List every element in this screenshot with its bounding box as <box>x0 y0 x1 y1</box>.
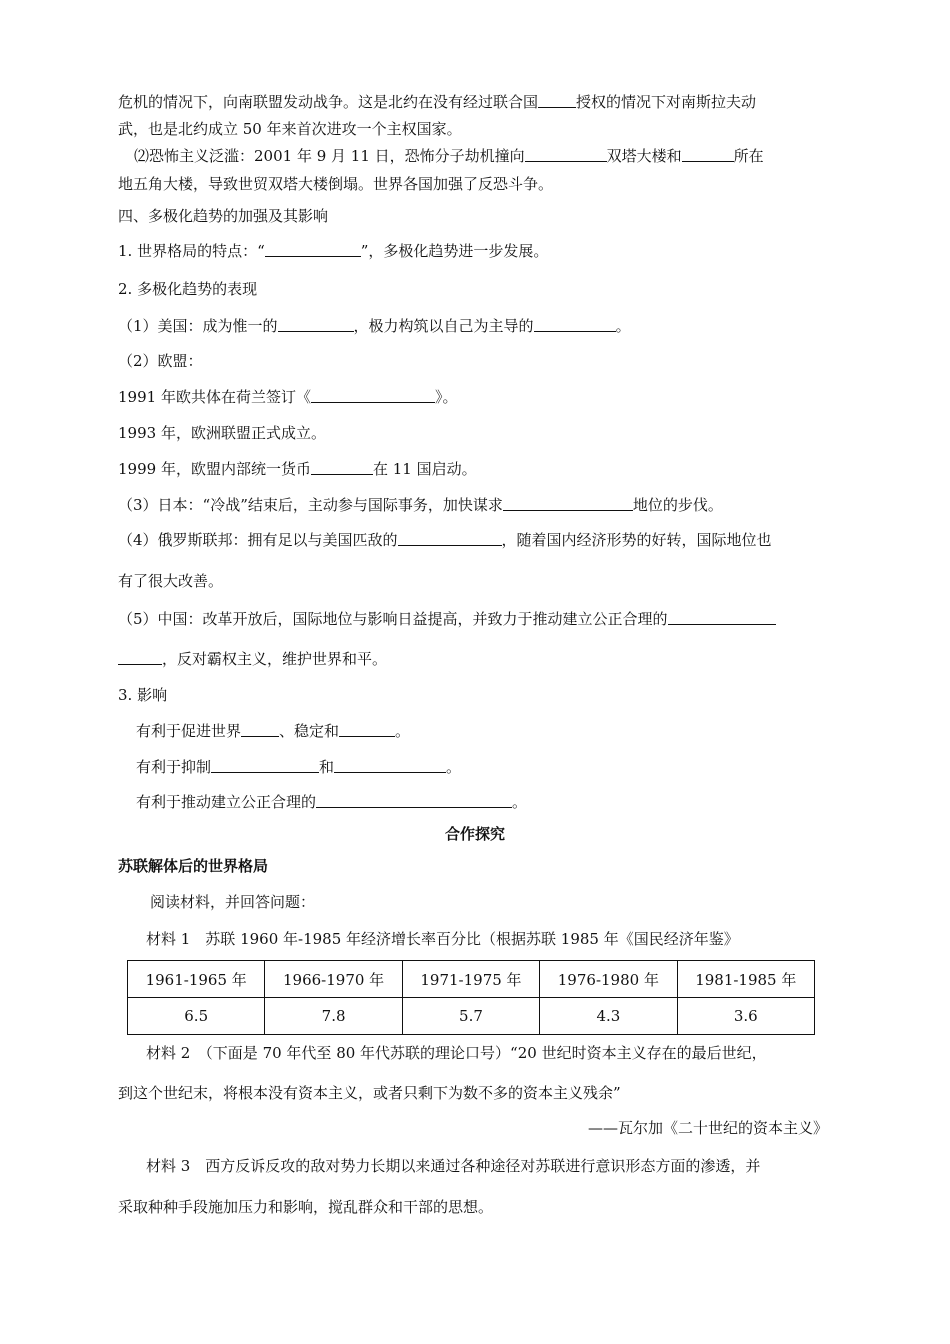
text: ⑵恐怖主义泛滥：2001 年 9 月 11 日，恐怖分子劫机撞向 <box>134 147 525 165</box>
table-header-cell: 1971-1975 年 <box>402 961 539 998</box>
blank[interactable] <box>334 757 446 773</box>
blank[interactable] <box>538 92 576 108</box>
effect-2 <box>136 757 461 777</box>
table-header-cell: 1976-1980 年 <box>540 961 677 998</box>
text: 在 11 国启动。 <box>372 460 477 478</box>
blank[interactable] <box>339 721 395 737</box>
blank[interactable] <box>241 721 279 737</box>
text: 》。 <box>434 388 458 406</box>
text: 有利于抑制 <box>136 758 212 776</box>
text: 。 <box>395 722 411 740</box>
item-eu: （2）欧盟： <box>118 352 203 370</box>
material-1: 材料 1 苏联 1960 年-1985 年经济增长率百分比（根据苏联 1985 年《国民经济年鉴》 <box>146 930 739 948</box>
item-russia <box>118 530 772 550</box>
text: 。 <box>446 758 462 776</box>
paragraph-line <box>118 92 756 112</box>
text: 有利于推动建立公正合理的 <box>136 793 317 811</box>
blank[interactable] <box>668 609 776 625</box>
table-header-cell: 1981-1985 年 <box>677 961 814 998</box>
blank[interactable] <box>398 530 502 546</box>
intro-text: 阅读材料，并回答问题： <box>150 893 316 911</box>
material-3-cont: 采取种种手段施加压力和影响，搅乱群众和干部的思想。 <box>118 1198 494 1216</box>
section-subtitle: 苏联解体后的世界格局 <box>118 857 269 875</box>
blank[interactable] <box>265 241 361 257</box>
table-cell: 5.7 <box>402 998 539 1035</box>
blank[interactable] <box>503 495 633 511</box>
text: 武，也是北约成立 50 年来首次进攻一个主权国家。 <box>118 120 462 138</box>
blank[interactable] <box>534 316 616 332</box>
text: 地位的步伐。 <box>632 496 723 514</box>
blank[interactable] <box>211 757 319 773</box>
table-cell: 3.6 <box>677 998 814 1035</box>
table-row <box>128 998 815 1035</box>
text: 1991 年欧共体在荷兰签订《 <box>118 388 311 406</box>
item-russia-cont: 有了很大改善。 <box>118 572 224 590</box>
item-us <box>118 316 631 336</box>
text: ”，多极化趋势进一步发展。 <box>360 242 549 260</box>
paragraph-line <box>134 146 764 166</box>
material-2: 材料 2 （下面是 70 年代至 80 年代苏联的理论口号）“20 世纪时资本主义存在的最后世纪， <box>146 1044 767 1062</box>
item-china <box>118 609 776 629</box>
text: 。 <box>615 317 631 335</box>
item-china-cont <box>118 649 387 669</box>
effect-1 <box>136 721 410 741</box>
text: 双塔大楼和 <box>606 147 682 165</box>
blank[interactable] <box>316 792 512 808</box>
item-japan <box>118 495 723 515</box>
item-eu-1999 <box>118 459 477 479</box>
section-heading: 四、多极化趋势的加强及其影响 <box>118 207 329 225</box>
text: 。 <box>512 793 528 811</box>
item-eu-1991 <box>118 387 457 407</box>
item-1 <box>118 241 548 261</box>
blank[interactable] <box>682 146 734 162</box>
text: 授权的情况下对南斯拉夫动 <box>576 93 757 111</box>
text: ，随着国内经济形势的好转，国际地位也 <box>501 531 772 549</box>
text: （1）美国：成为惟一的 <box>118 317 278 335</box>
text: （3）日本：“冷战”结束后，主动参与国际事务，加快谋求 <box>118 496 503 514</box>
text: 有利于促进世界 <box>136 722 242 740</box>
item-2: 2. 多极化趋势的表现 <box>118 280 258 298</box>
table-header-cell: 1961-1965 年 <box>128 961 265 998</box>
table-header-row <box>128 961 815 998</box>
material-3: 材料 3 西方反诉反攻的敌对势力长期以来通过各种途径对苏联进行意识形态方面的渗透，并 <box>146 1157 761 1175</box>
blank[interactable] <box>525 146 607 162</box>
table-cell: 4.3 <box>540 998 677 1035</box>
material-2-cont: 到这个世纪末，将根本没有资本主义，或者只剩下为数不多的资本主义残余” <box>118 1084 621 1102</box>
blank[interactable] <box>278 316 354 332</box>
text: ，反对霸权主义，维护世界和平。 <box>162 650 388 668</box>
section-title: 合作探究 <box>444 825 505 843</box>
text: （4）俄罗斯联邦：拥有足以与美国匹敌的 <box>118 531 398 549</box>
growth-table <box>127 960 815 1035</box>
paragraph-line <box>118 119 462 139</box>
blank[interactable] <box>311 459 373 475</box>
material-2-source: ——瓦尔加《二十世纪的资本主义》 <box>587 1119 828 1137</box>
effect-3 <box>136 792 527 812</box>
text: 地五角大楼，导致世贸双塔大楼倒塌。世界各国加强了反恐斗争。 <box>118 175 554 193</box>
table-header-cell: 1966-1970 年 <box>265 961 402 998</box>
text: 所在 <box>733 147 764 165</box>
text: （5）中国：改革开放后，国际地位与影响日益提高，并致力于推动建立公正合理的 <box>118 610 668 628</box>
blank[interactable] <box>311 387 435 403</box>
table-cell: 7.8 <box>265 998 402 1035</box>
table-cell: 6.5 <box>128 998 265 1035</box>
blank[interactable] <box>118 649 162 665</box>
text: ，极力构筑以自己为主导的 <box>353 317 534 335</box>
text: 1999 年，欧盟内部统一货币 <box>118 460 311 478</box>
text: 、稳定和 <box>279 722 340 740</box>
paragraph-line <box>118 174 553 194</box>
item-3: 3. 影响 <box>118 686 168 704</box>
text: 危机的情况下，向南联盟发动战争。这是北约在没有经过联合国 <box>118 93 539 111</box>
item-eu-1993: 1993 年，欧洲联盟正式成立。 <box>118 424 326 442</box>
text: 1. 世界格局的特点：“ <box>118 242 265 260</box>
text: 和 <box>319 758 335 776</box>
